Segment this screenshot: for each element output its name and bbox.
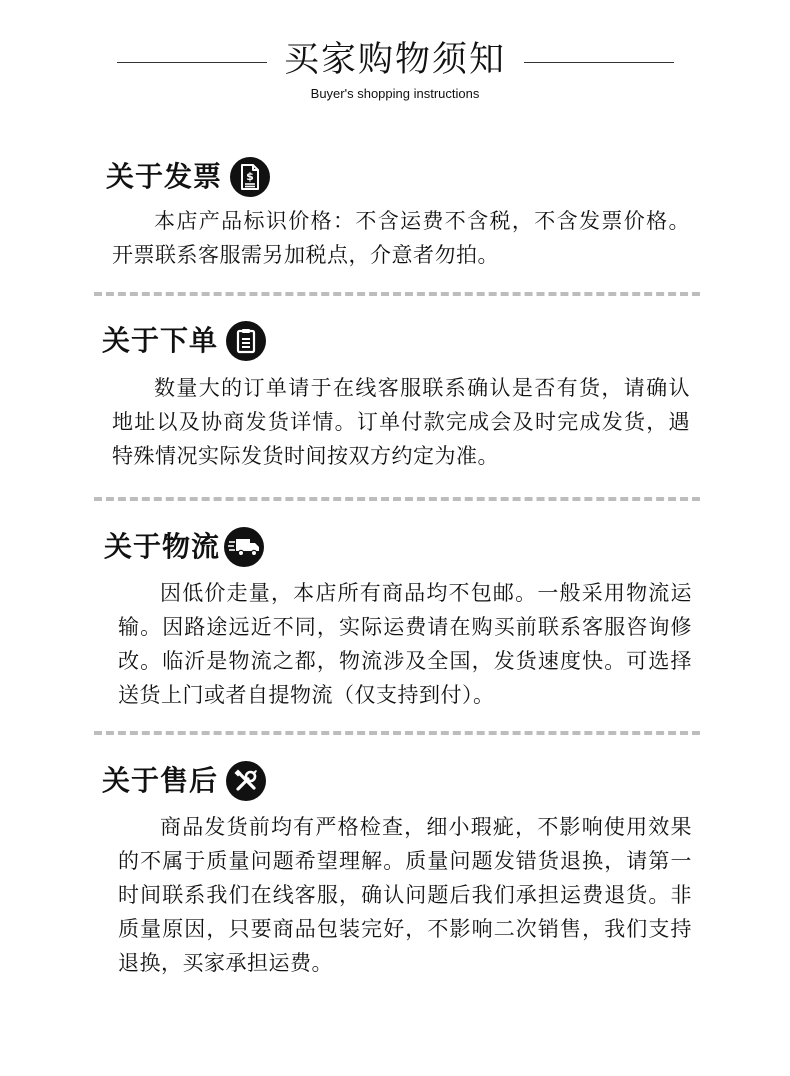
- section-after-sales-body: [118, 810, 692, 980]
- section-logistics-header: [104, 525, 264, 569]
- page-header: [0, 0, 790, 110]
- section-after-sales-header: [102, 759, 266, 803]
- order-clipboard-icon: [226, 321, 266, 361]
- section-invoice-text: 本店产品标识价格：不含运费不含税，不含发票价格。开票联系客服需另加税点，介意者勿拍。: [112, 209, 690, 267]
- section-divider: [94, 497, 700, 501]
- section-logistics-title: 关于物流: [104, 530, 221, 563]
- section-after-sales-text: 商品发货前均有严格检查，细小瑕疵，不影响使用效果的不属于质量问题希望理解。质量问题发错货退换，请第一时间联系我们在线客服，确认问题后我们承担运费退货。非质量原因，只要商品包装完好，不影响二次销售，我们支持退换，买家承担运费。: [118, 815, 692, 975]
- page-title: 买家购物须知: [283, 40, 506, 80]
- section-invoice-body: [112, 204, 690, 272]
- tools-wrench-icon: [226, 761, 266, 801]
- section-divider: [94, 731, 700, 735]
- header-rule-right: [524, 62, 674, 63]
- svg-text:$: $: [246, 170, 254, 183]
- section-order-title: 关于下单: [102, 324, 219, 357]
- page-subtitle: Buyer's shopping instructions: [310, 86, 480, 101]
- delivery-truck-icon: [224, 527, 264, 567]
- section-after-sales-title: 关于售后: [102, 764, 219, 797]
- section-order-text: 数量大的订单请于在线客服联系确认是否有货，请确认地址以及协商发货详情。订单付款完成会及时完成发货，遇特殊情况实际发货时间按双方约定为准。: [112, 376, 690, 468]
- section-invoice-title: 关于发票: [106, 160, 223, 193]
- section-divider: [94, 292, 700, 296]
- section-order-header: [102, 319, 266, 363]
- section-logistics-text: 因低价走量，本店所有商品均不包邮。一般采用物流运输。因路途远近不同，实际运费请在购买前联系客服咨询修改。临沂是物流之都，物流涉及全国，发货速度快。可选择送货上门或者自提物流（仅支持到付）。: [118, 581, 692, 707]
- invoice-dollar-icon: [230, 157, 270, 197]
- section-order-body: [112, 371, 690, 473]
- section-invoice-header: [106, 155, 270, 199]
- section-logistics-body: [118, 576, 692, 712]
